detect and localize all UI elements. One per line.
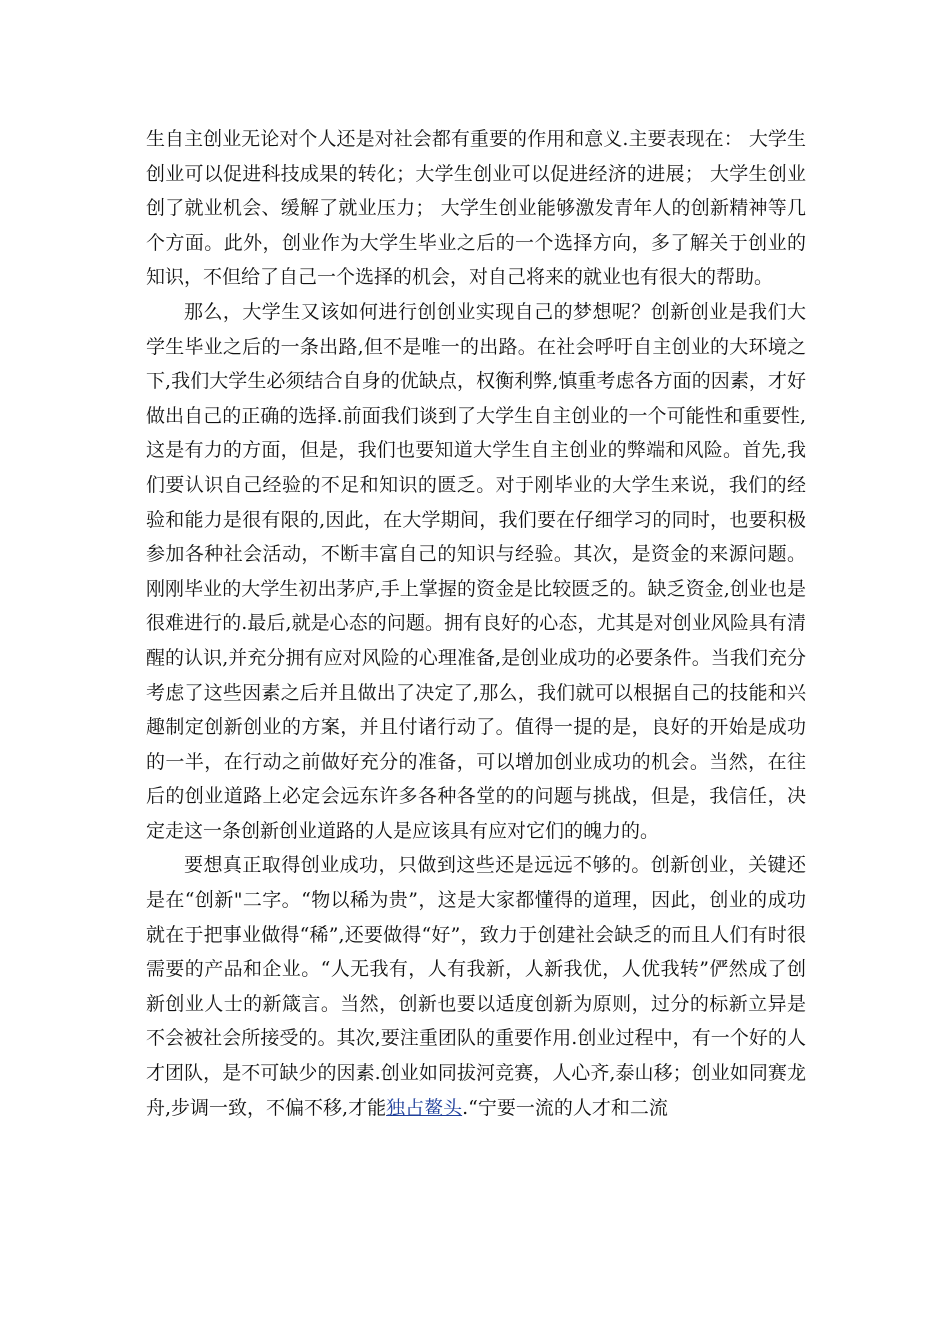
paragraph-3-text-before-link: 要想真正取得创业成功，只做到这些还是远远不够的。创新创业，关键还是在“创新"二字。“物以稀为贵”，这是大家都懂得的道理，因此，创业的成功就在于把事业做得“稀”,还要做得“好”，致力于创建社会缺乏的而且人们有时很需要的产品和企业。“人无我有，人有我新，人新我优，人优我转”俨然成了创新创业人士的新箴言。当然，创新也要以适度创新为原则，过分的标新立异是不会被社会所接受的。其次,要注重团队的重要作用.创业过程中，有一个好的人才团队，是不可缺少的因素.创业如同拔河竞赛，人心齐,泰山移；创业如同赛龙舟,步调一致，不偏不移,才能: [146, 854, 806, 1119]
hyperlink-du-zhan-ao-tou[interactable]: 独占鳌头: [386, 1096, 463, 1119]
document-body: [146, 122, 806, 1125]
paragraph-2: 那么，大学生又该如何进行创创业实现自己的梦想呢？创新创业是我们大学生毕业之后的一条出路,但不是唯一的出路。在社会呼吁自主创业的大环境之下,我们大学生必须结合自身的优缺点，权衡利弊,慎重考虑各方面的因素，才好做出自己的正确的选择.前面我们谈到了大学生自主创业的一个可能性和重要性,这是有力的方面，但是，我们也要知道大学生自主创业的弊端和风险。首先,我们要认识自己经验的不足和知识的匮乏。对于刚毕业的大学生来说，我们的经验和能力是很有限的,因此，在大学期间，我们要在仔细学习的同时，也要积极参加各种社会活动，不断丰富自己的知识与经验。其次，是资金的来源问题。刚刚毕业的大学生初出茅庐,手上掌握的资金是比较匮乏的。缺乏资金,创业也是很难进行的.最后,就是心态的问题。拥有良好的心态，尤其是对创业风险具有清醒的认识,并充分拥有应对风险的心理准备,是创业成功的必要条件。当我们充分考虑了这些因素之后并且做出了决定了,那么，我们就可以根据自己的技能和兴趣制定创新创业的方案，并且付诸行动了。值得一提的是，良好的开始是成功的一半，在行动之前做好充分的准备，可以增加创业成功的机会。当然，在往后的创业道路上必定会远东许多各种各堂的的问题与挑战，但是，我信任，决定走这一条创新创业道路的人是应该具有应对它们的魄力的。: [146, 300, 806, 842]
paragraph-3: [146, 848, 806, 1125]
paragraph-3-text-after-link: .“宁要一流的人才和二流: [462, 1096, 668, 1119]
paragraph-1: 生自主创业无论对个人还是对社会都有重要的作用和意义.主要表现在： 大学生创业可以促进科技成果的转化；大学生创业可以促进经济的进展； 大学生创业创了就业机会、缓解了就业压力； 大学生创业能够激发青年人的创新精神等几个方面。此外，创业作为大学生毕业之后的一个选择方向，多了解关于创业的知识，不但给了自己一个选择的机会，对自己将来的就业也有很大的帮助。: [146, 128, 806, 289]
